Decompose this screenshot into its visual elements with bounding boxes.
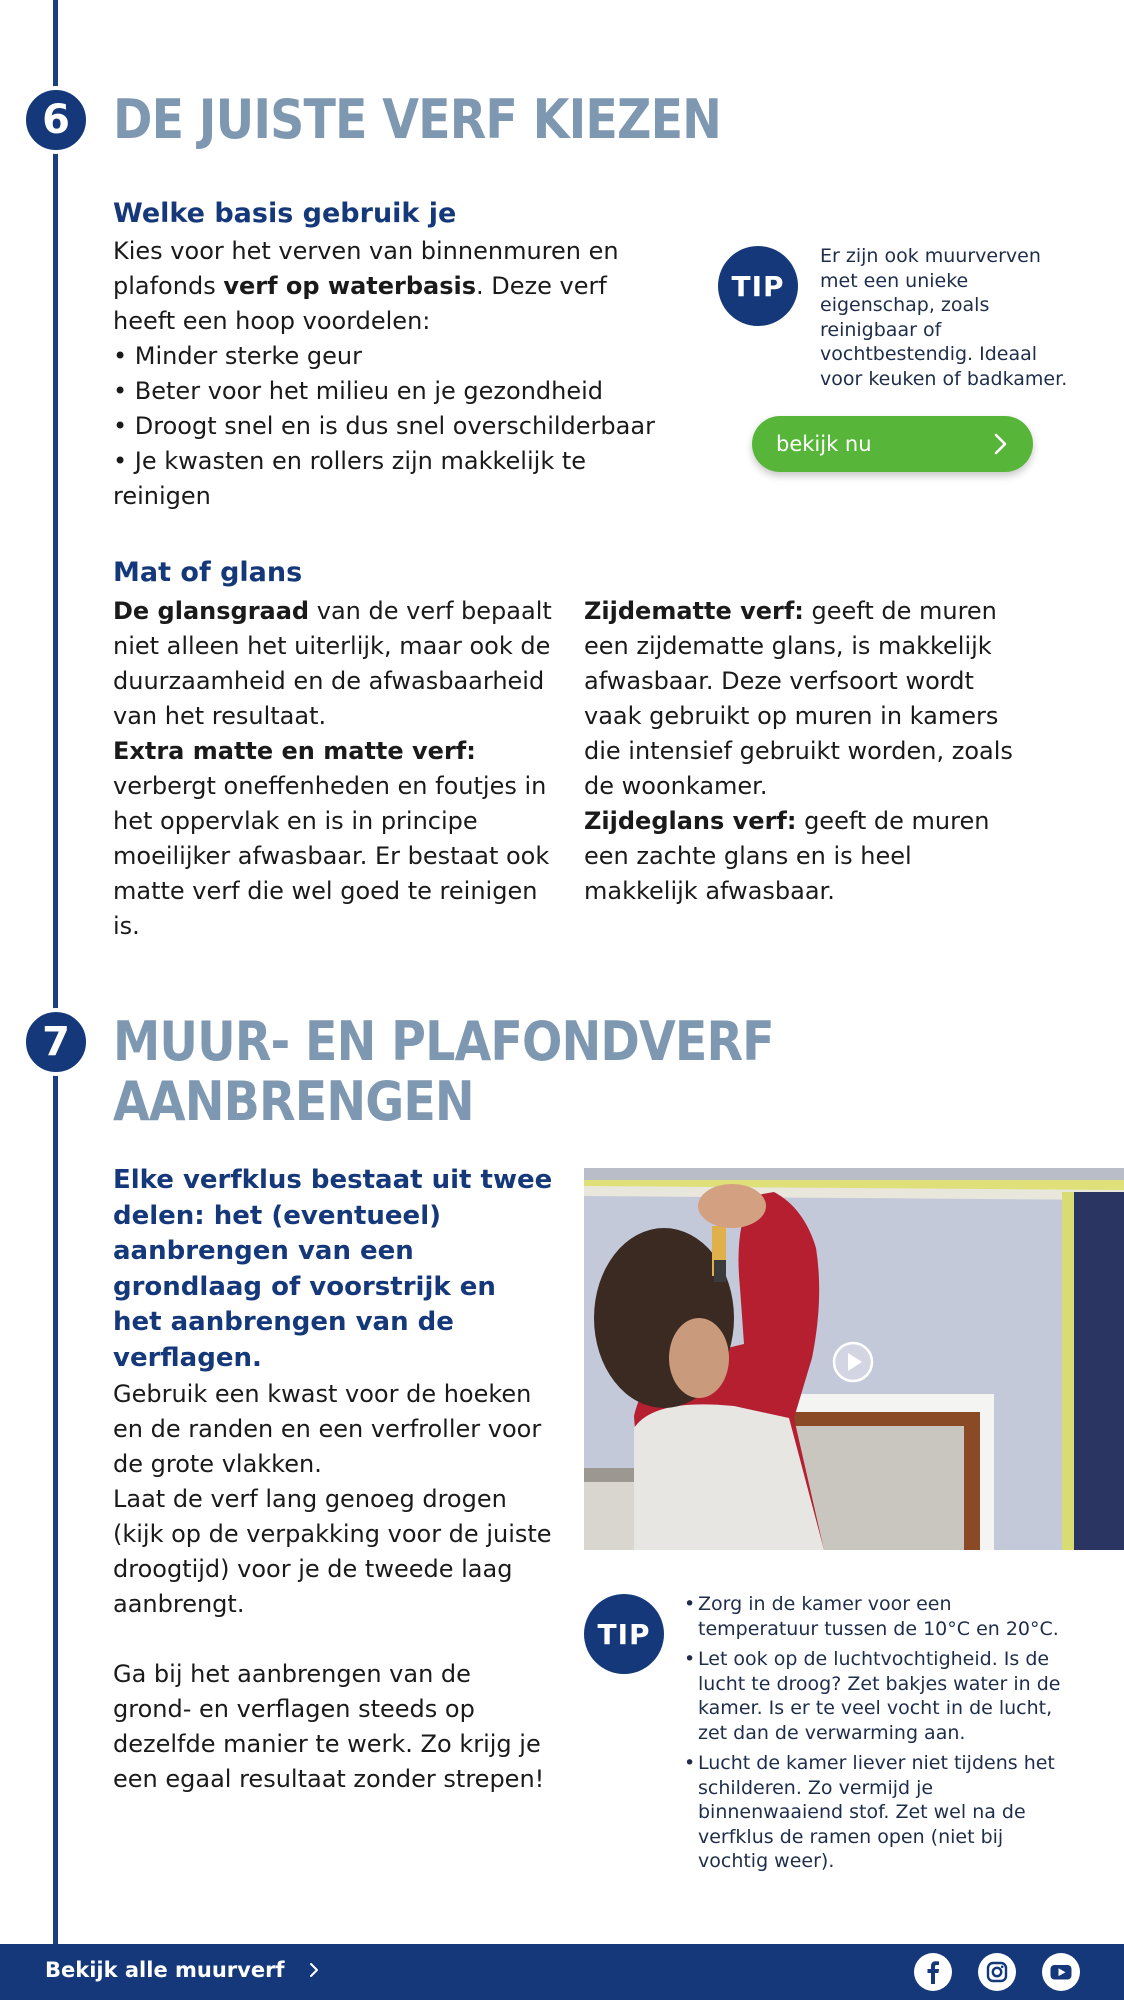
tip-badge-2: TIP <box>584 1594 664 1674</box>
section-title-7 <box>113 1012 774 1132</box>
zijdeglans-text: geeft de muren een zachte glans en is heel makkelijk afwasbaar. <box>584 807 990 905</box>
step-number-6: 6 <box>22 86 90 154</box>
matte-verf-text: verbergt oneffenheden en foutjes in het oppervlak en is in principe moeilijker afwasbaar. Er bestaat ook matte verf die wel goed te reinigen is. <box>113 772 550 940</box>
section-title-7-line1: MUUR- EN PLAFONDVERF <box>113 1010 774 1073</box>
painting-video[interactable] <box>584 1168 1124 1550</box>
bekijk-nu-button[interactable] <box>752 416 1033 472</box>
section7-para-3: Ga bij het aanbrengen van de grond- en verflagen steeds op dezelfde manier te werk. Zo krijg je een egaal resultaat zonder strepen! <box>113 1660 545 1793</box>
section7-para-2: Laat de verf lang genoeg drogen (kijk op de verpakking voor de juiste droogtijd) voor je de tweede laag aanbrengt. <box>113 1485 552 1618</box>
tip-badge-1: TIP <box>718 246 798 326</box>
heading-basis: Welke basis gebruik je <box>113 198 457 229</box>
matte-verf-bold: Extra matte en matte verf: <box>113 737 476 765</box>
footer-link-label: Bekijk alle muurverf <box>45 1958 285 1982</box>
zijdematte-bold: Zijdematte verf: <box>584 597 804 625</box>
tip-text-1: Er zijn ook muurverven met een unieke eigenschap, zoals reinigbaar of vochtbestendig. Ideaal voor keuken of badkamer. <box>820 245 1068 390</box>
mat-column-2 <box>584 594 1024 909</box>
basis-intro-bold: verf op waterbasis <box>223 272 477 300</box>
step-number-7: 7 <box>22 1008 90 1076</box>
glansgraad-bold: De glansgraad <box>113 597 310 625</box>
footer-bar <box>0 1944 1124 2000</box>
mat-column-1 <box>113 594 553 944</box>
zijdematte-text: geeft de muren een zijdematte glans, is makkelijk afwasbaar. Deze verfsoort wordt vaak gebruikt op muren in kamers die intensief gebruikt worden, zoals de woonkamer. <box>584 597 1013 800</box>
youtube-icon[interactable] <box>1042 1953 1080 1991</box>
bekijk-nu-label: bekijk nu <box>776 432 872 456</box>
glansgraad-text: van de verf bepaalt niet alleen het uiterlijk, maar ook de duurzaamheid en de afwasbaarheid van het resultaat. <box>113 597 552 730</box>
tip-list-item: • Zorg in de kamer voor een temperatuur tussen de 10°C en 20°C. <box>684 1592 1064 1641</box>
section-title-7-line2: AANBRENGEN <box>113 1070 474 1133</box>
basis-bullet: • Je kwasten en rollers zijn makkelijk te reinigen <box>113 447 587 510</box>
basis-bullet: • Beter voor het milieu en je gezondheid <box>113 377 604 405</box>
basis-bullet: • Minder sterke geur <box>113 342 362 370</box>
timeline-line <box>53 0 58 1944</box>
facebook-glyph <box>914 1953 952 1991</box>
section-title-6: DE JUISTE VERF KIEZEN <box>113 88 722 151</box>
zijdeglans-bold: Zijdeglans verf: <box>584 807 797 835</box>
instagram-glyph <box>978 1953 1016 1991</box>
bekijk-alle-muurverf-link[interactable] <box>45 1958 321 1982</box>
heading-mat-glans: Mat of glans <box>113 557 303 588</box>
tip-list-item: • Lucht de kamer liever niet tijdens het schilderen. Zo vermijd je binnenwaaiend stof. Zet wel na de verfklus de ramen open (niet bij vochtig weer). <box>684 1751 1064 1874</box>
chevron-right-icon <box>307 1961 321 1979</box>
instagram-icon[interactable] <box>978 1953 1016 1991</box>
basis-intro <box>113 234 673 514</box>
basis-bullet: • Droogt snel en is dus snel overschilderbaar <box>113 412 655 440</box>
chevron-right-icon <box>987 431 1013 457</box>
play-icon[interactable] <box>831 1340 875 1384</box>
tip-list-item: • Let ook op de luchtvochtigheid. Is de lucht te droog? Zet bakjes water in de kamer. Is er te veel vocht in de lucht, zet dan de verwarming aan. <box>684 1647 1064 1745</box>
facebook-icon[interactable] <box>914 1953 952 1991</box>
basis-intro-text: Kies voor het verven van binnenmuren en plafonds <box>113 237 619 300</box>
basis-intro-text-2: . Deze verf heeft een hoop voordelen: <box>113 272 607 335</box>
section7-para-1: Gebruik een kwast voor de hoeken en de randen en een verfroller voor de grote vlakken. <box>113 1380 542 1478</box>
section7-intro: Elke verfklus bestaat uit twee delen: het (eventueel) aanbrengen van een grondlaag of voorstrijk en het aanbrengen van de verflagen. <box>113 1165 553 1373</box>
youtube-glyph <box>1042 1953 1080 1991</box>
section7-body <box>113 1377 553 1797</box>
tip-list-2 <box>684 1592 1064 1880</box>
